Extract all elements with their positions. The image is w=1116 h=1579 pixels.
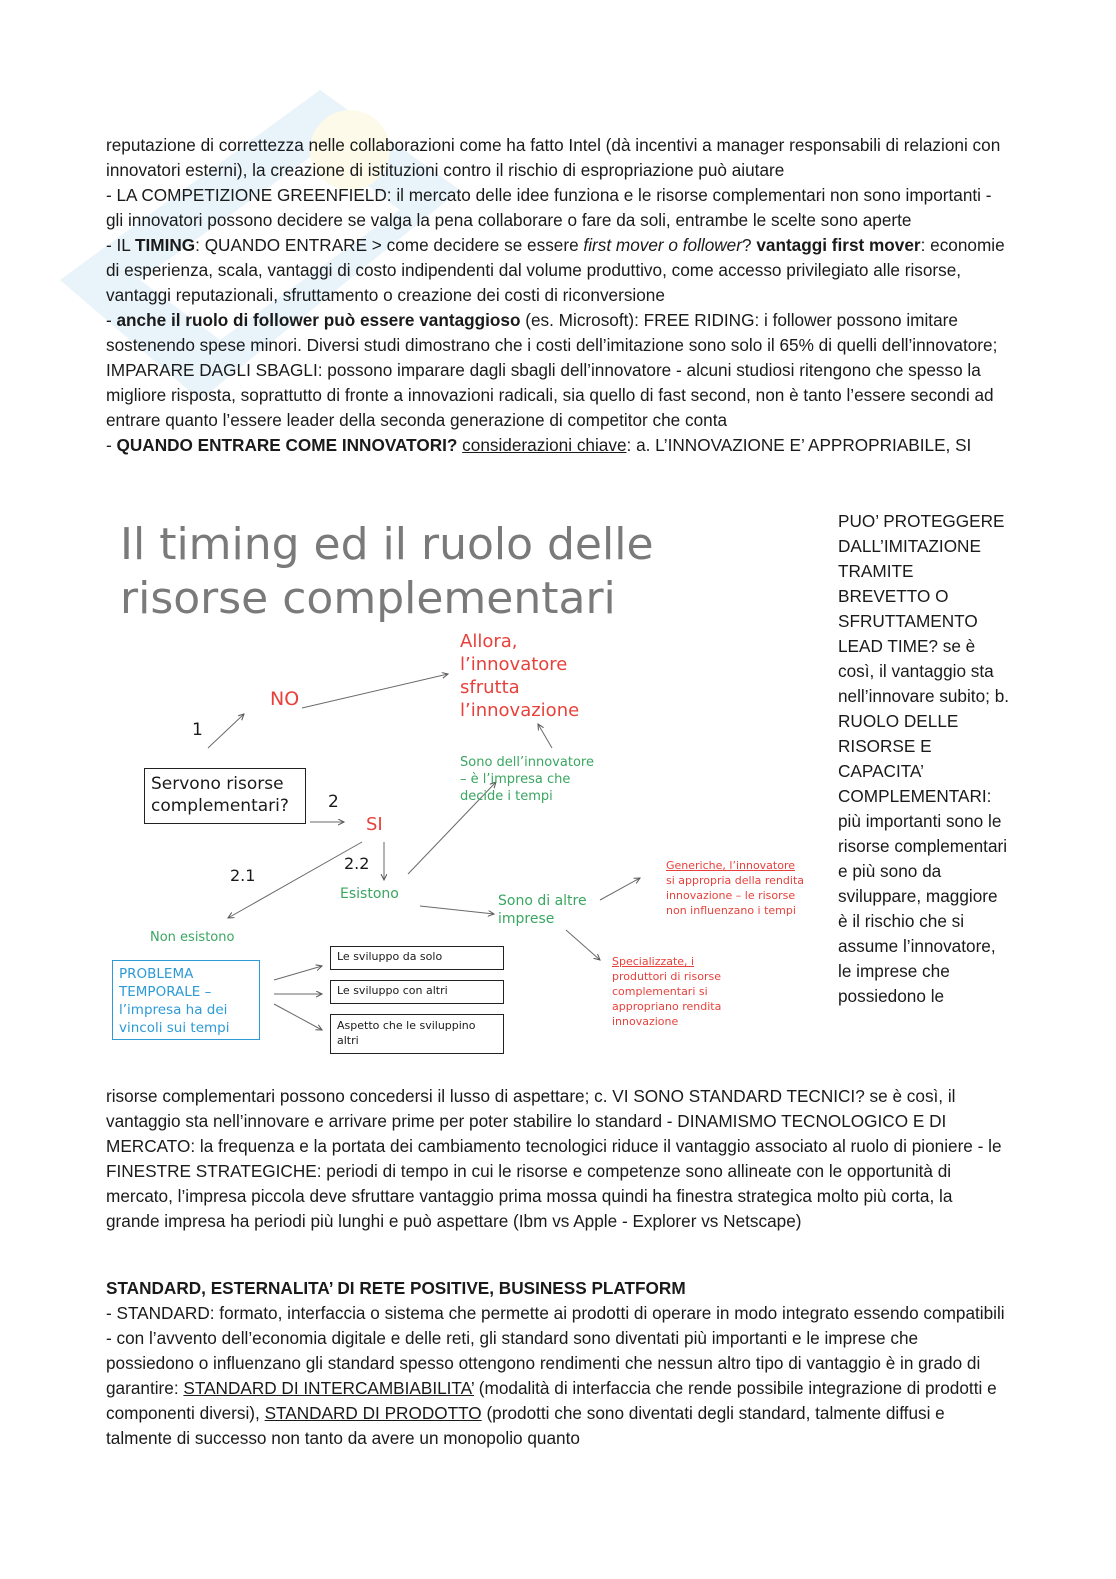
label-si: SI [366,814,383,835]
spec-line5: innovazione [612,1015,679,1028]
text-appropriabile: : a. L’INNOVAZIONE E’ APPROPRIABILE, SI [626,435,972,455]
text-dash: - [106,310,117,330]
spec-line1: Specializzate, i [612,955,695,968]
box-problema-temporale [112,960,260,1040]
text-follower-detail: (es. Microsoft): FREE RIDING: i follower possono imitare sostenendo spese minori. Diversi studi dimostrano che i costi dell’imitazione sono solo il 65% di quelli dell’innovatore; IMPARARE DAGLI SBAGLI: possono imparare dagli sbagli dell’innovatore - alcuni studiosi ritengono che spesso la migliore risposta, soprattutto di fronte a innovazioni radicali, sia quello di fast second, non è tanto l’essere secondi ad entrare quanto l’essere leader della seconda generazione di competitor che conta [106,310,998,430]
arrow-sono-to-allora [538,724,552,748]
label-no: NO [270,688,300,710]
text-follower-bold: anche il ruolo di follower può essere vantaggioso [116,310,521,330]
servono-line1: Servono risorse [151,774,284,794]
problema-line1: PROBLEMA [119,966,194,982]
box-option-solo: Le sviluppo da solo [330,946,504,970]
label-specializzate [612,954,721,1029]
sono-inn-line3: decide i tempi [460,789,553,804]
spec-line3: complementari si [612,985,708,998]
sono-altre-line1: Sono di altre [498,893,587,909]
box-option-aspetto [330,1014,504,1054]
opt3-line1: Aspetto che le sviluppino [337,1019,476,1032]
paragraph-standard-definition [106,1301,1006,1451]
timing-diagram [104,512,816,1062]
arrow-problema-to-opt1 [274,966,322,980]
generiche-line4: non influenzano i tempi [666,904,796,917]
generiche-line2: si appropria della rendita [666,874,805,887]
spec-line4: appropriano rendita [612,1000,722,1013]
text-timing-bold: TIMING [134,235,196,255]
paragraph-risorse-standard: risorse complementari possono concedersi il lusso di aspettare; c. VI SONO STANDARD TECNICI? se è così, il vantaggio sta nell’innovare e arrivare prime per poter stabilire lo standard - DINAMISMO TECNOLOGICO E DI MERCATO: la frequenza e la portata dei cambiamento tecnologici riduce il vantaggio associato al ruolo di pioniere - le FINESTRE STRATEGICHE: periodi di tempo in cui le risorse e competenze sono allineate con le opportunità di mercato, l’impresa piccola deve sfruttare vantaggio prima mossa quindi ha finestra strategica molto più corta, la grande impresa ha periodi più lunghi e può aspettare (Ibm vs Apple - Explorer vs Netscape) [106,1086,1002,1231]
arrow-altre-to-generiche [600,878,640,900]
text-considerazioni-underline: considerazioni chiave [462,435,627,455]
label-allora [460,630,579,722]
text-first-mover-italic: first mover o follower [583,235,742,255]
sono-altre-line2: imprese [498,911,555,927]
allora-line1: Allora, [460,631,518,652]
text-timing-mid: : QUANDO ENTRARE > come decidere se essere [195,235,584,255]
generiche-line3: innovazione – le risorse [666,889,796,902]
label-generiche [666,858,804,918]
diagram-title-line1: Il timing ed il ruolo delle [120,519,654,570]
label-step-1: 1 [192,720,203,740]
text-vantaggi-bold: vantaggi first mover [756,235,921,255]
opt3-line2: altri [337,1034,359,1047]
allora-line2: l’innovatore [460,654,568,675]
text-quando-bold: QUANDO ENTRARE COME INNOVATORI? [116,435,458,455]
label-step-2: 2 [328,792,339,812]
arrow-esistono-to-altre [420,906,494,914]
arrow-altre-to-specializzate [566,930,600,960]
problema-line2: TEMPORALE – [119,984,212,1000]
arrow-no-to-allora [302,674,448,708]
label-non-esistono: Non esistono [150,930,235,945]
text-standard-def: - STANDARD: formato, interfaccia o sistema che permette ai prodotti di operare in modo integrato essendo compatibili - con l’avvento dell’economia digitale e delle reti, gli standard sono diventati più importanti e le imprese che possiedono o influenzano gli standard spesso ottengono rendimenti che nessun altro tipo di vantaggio è in grado di garantire: [106,1303,1005,1398]
arrow-problema-to-opt3 [274,1004,322,1030]
problema-line4: vincoli sui tempi [119,1020,230,1036]
text-greenfield: - LA COMPETIZIONE GREENFIELD: il mercato delle idee funziona e le risorse complementari non sono importanti - gli innovatori possono decidere se valga la pena collaborare o fare da soli, entrambe le scelte sono aperte [106,185,992,230]
label-step-2-1: 2.1 [230,866,256,885]
servono-line2: complementari? [151,796,289,816]
label-step-2-2: 2.2 [344,854,370,873]
label-sono-altre [498,892,587,928]
arrow-1-to-no [208,714,244,748]
text-timing-prefix: - IL [106,235,135,255]
text-question: ? [741,235,757,255]
diagram-title-line2: risorse complementari [120,573,616,624]
text-dash-2: - [106,435,117,455]
section-heading-standard: STANDARD, ESTERNALITA’ DI RETE POSITIVE, BUSINESS PLATFORM [106,1278,686,1298]
label-sono-innovatore [460,754,594,805]
box-servono-risorse [144,768,306,824]
paragraph-intro [106,133,1006,458]
text-intercambiabilita-desc: (modalità di interfaccia che rende possibile integrazione di prodotti e componenti diversi), [106,1378,997,1423]
text-prodotto-desc: (prodotti che sono diventati degli standard, talmente diffusi e talmente di successo non tanto da avere un monopolio quanto [106,1403,945,1448]
text-prodotto-underline: STANDARD DI PRODOTTO [264,1403,482,1423]
sono-inn-line2: – è l’impresa che [460,772,571,787]
box-option-altri: Le sviluppo con altri [330,980,504,1004]
problema-line3: l’impresa ha dei [119,1002,228,1018]
label-esistono: Esistono [340,886,399,902]
generiche-line1: Generiche, l’innovatore [666,859,796,872]
spec-line2: produttori di risorse [612,970,721,983]
text-reputazione: reputazione di correttezza nelle collaborazioni come ha fatto Intel (dà incentivi a manager responsabili di relazioni con innovatori esterni), la creazione di istituzioni contro il rischio di espropriazione può aiutare [106,135,1001,180]
text-intercambiabilita-underline: STANDARD DI INTERCAMBIABILITA’ [183,1378,475,1398]
allora-line3: sfrutta [460,677,520,698]
side-column-text: PUO’ PROTEGGERE DALL’IMITAZIONE TRAMITE BREVETTO O SFRUTTAMENTO LEAD TIME? se è così, il vantaggio sta nell’innovare subito; b. RUOLO DELLE RISORSE E CAPACITA’ COMPLEMENTARI: più importanti sono le risorse complementari e più sono da sviluppare, maggiore è il rischio che si assume l’innovatore, le imprese che possiedono le [838,511,1010,1006]
text-vantaggi-list: : economie di esperienza, scala, vantaggi di costo indipendenti dal volume produttivo, come accesso privilegiato alle risorse, vantaggi reputazionali, sfruttamento o creazione dei costi di riconversione [106,235,1005,305]
sono-inn-line1: Sono dell’innovatore [460,755,594,770]
allora-line4: l’innovazione [460,700,580,721]
